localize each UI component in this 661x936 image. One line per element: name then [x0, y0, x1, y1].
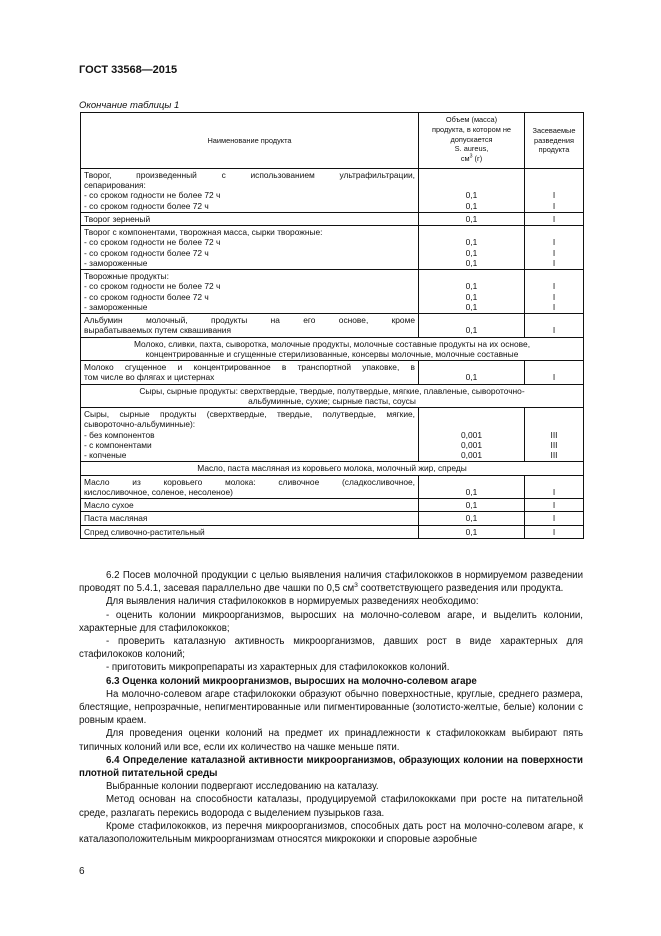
volume-cell	[419, 168, 525, 212]
product-name-cell	[81, 314, 419, 338]
dilution-cell	[525, 314, 584, 338]
product-name-line: Масло из коровьего молока: сливочное (сладкосливочное,	[84, 476, 415, 487]
table-section-row	[81, 384, 584, 408]
header-dilution-line: Засеваемые	[532, 125, 576, 135]
dilution-value: I	[552, 325, 556, 336]
volume-cell	[419, 314, 525, 338]
dilution-cell	[525, 475, 584, 499]
section-title-line: альбуминные, сухие; сырные пасты, соусы	[248, 395, 416, 406]
document-header: ГОСТ 33568—2015	[79, 64, 178, 76]
paragraph: Кроме стафилококков, из перечня микроорганизмов, способных дать рост на молочно-солевом агаре, к каталазоположительным микроорганизмам относятся микрококки и споровые аэробные	[79, 820, 583, 846]
section-title	[81, 462, 584, 475]
superscript: 3	[354, 581, 358, 589]
product-name-cell	[81, 512, 419, 525]
header-volume-line: допускается	[450, 134, 493, 144]
dilution-cell	[525, 270, 584, 314]
dilution-value: I	[552, 291, 556, 302]
volume-value: 0,1	[465, 526, 478, 537]
product-name-line: - копченые	[84, 450, 127, 461]
list-item: - оценить колонии микроорганизмов, выросших на молочно-солевом агаре, и выделить колонии, характерные для стафилококков;	[79, 609, 583, 634]
volume-value: 0,1	[465, 281, 478, 292]
volume-cell	[419, 499, 525, 512]
header-volume-line: продукта, в котором не	[431, 124, 512, 134]
product-name-line: - со сроком годности не более 72 ч	[84, 190, 221, 201]
table-section-row	[81, 462, 584, 475]
volume-value: 0,001	[461, 450, 482, 461]
dilution-value: I	[552, 513, 556, 524]
dilution-value: I	[552, 237, 556, 248]
product-name-cell	[81, 475, 419, 499]
header-volume-line: S. aureus,	[454, 144, 489, 154]
table-section-row	[81, 337, 584, 361]
header-dilution-line: продукта	[538, 145, 570, 155]
header-volume-unit: см	[460, 154, 470, 164]
header-volume-line	[421, 154, 522, 164]
dilution-value: I	[552, 200, 556, 211]
table-header-row	[81, 113, 584, 169]
list-item: - приготовить микропрепараты из характерных для стафилококков колоний.	[106, 662, 450, 674]
section-heading-6-4: 6.4 Определение каталазной активности микроорганизмов, образующих колонии на поверхности плотной питательной среды	[79, 754, 583, 780]
product-name-line: Спред сливочно-растительный	[84, 526, 205, 537]
dilution-value: I	[552, 247, 556, 258]
paragraph-text: 6.2 Посев молочной продукции с целью выявления наличия стафилококков в нормируемом разведении проводят по 5.4.1, засевая параллельно две чашки по 0,5 см	[79, 570, 583, 595]
product-name-line: сепарирования:	[84, 180, 146, 191]
dilution-cell	[525, 525, 584, 538]
product-name-cell	[81, 226, 419, 270]
volume-value: 0,1	[465, 513, 478, 524]
dilution-value: III	[550, 450, 558, 461]
volume-value: 0,1	[465, 190, 478, 201]
header-product-name: Наименование продукта	[81, 113, 419, 169]
product-name-line: Масло сухое	[84, 500, 134, 511]
table-row	[81, 270, 584, 314]
paragraph: Выбранные колонии подвергают исследованию на каталазу.	[106, 781, 379, 793]
volume-value: 0,1	[465, 237, 478, 248]
product-name-cell	[81, 525, 419, 538]
dilution-value: I	[552, 190, 556, 201]
header-dilution-line: разведения	[534, 135, 574, 145]
volume-cell	[419, 226, 525, 270]
data-table	[80, 112, 584, 539]
dilution-value: I	[552, 372, 556, 383]
product-name-cell	[81, 408, 419, 462]
product-name-line: Альбумин молочный, продукты на его основе, кроме	[84, 315, 415, 326]
product-name-line: - с компонентами	[84, 439, 152, 450]
product-name-line: Творог зерненый	[84, 213, 151, 224]
header-volume	[419, 113, 525, 169]
product-name-line: Молоко сгущенное и концентрированное в транспортной упаковке, в	[84, 362, 415, 373]
section-title-line: Сыры, сырные продукты: сверхтвердые, твердые, полутвердые, мягкие, плавленые, сывороточно-	[139, 385, 525, 396]
product-name-line: Творог с компонентами, творожная масса, сырки творожные:	[84, 227, 323, 238]
volume-value: 0,1	[465, 247, 478, 258]
dilution-cell	[525, 168, 584, 212]
section-title	[81, 384, 584, 408]
product-name-cell	[81, 270, 419, 314]
product-name-cell	[81, 499, 419, 512]
product-name-line: Паста масляная	[84, 513, 148, 524]
dilution-value: I	[552, 257, 556, 268]
product-name-line: вырабатываемых путем сквашивания	[84, 325, 231, 336]
header-volume-unit-tail: (г)	[472, 154, 483, 164]
product-name-line: - замороженные	[84, 257, 148, 268]
volume-value: 0,001	[461, 429, 482, 440]
dilution-cell	[525, 499, 584, 512]
dilution-value: I	[552, 301, 556, 312]
table-caption: Окончание таблицы 1	[79, 100, 180, 111]
volume-value: 0,1	[465, 372, 478, 383]
product-name-line: - со сроком годности более 72 ч	[84, 247, 209, 258]
product-name-cell	[81, 168, 419, 212]
volume-value: 0,1	[465, 257, 478, 268]
body-text	[79, 569, 583, 846]
header-volume-unit-sup: 3	[469, 153, 473, 160]
section-heading-6-3: 6.3 Оценка колоний микроорганизмов, выросших на молочно-солевом агаре	[106, 675, 477, 687]
dilution-value: I	[552, 213, 556, 224]
volume-cell	[419, 408, 525, 462]
product-name-line: - со сроком годности не более 72 ч	[84, 281, 221, 292]
volume-cell	[419, 270, 525, 314]
paragraph-6-2	[79, 569, 583, 595]
product-name-line: том числе во флягах и цистернах	[84, 372, 215, 383]
product-name-line: Творог, произведенный с использованием ультрафильтрации,	[84, 169, 415, 180]
table-row	[81, 525, 584, 538]
dilution-value: I	[552, 500, 556, 511]
section-title-line: Молоко, сливки, пахта, сыворотка, молочные продукты, молочные составные продукты на их основе,	[133, 338, 531, 349]
table-row	[81, 512, 584, 525]
table-row	[81, 499, 584, 512]
dilution-value: III	[550, 429, 558, 440]
dilution-cell	[525, 408, 584, 462]
product-name-line: - со сроком годности не более 72 ч	[84, 237, 221, 248]
product-name-cell	[81, 212, 419, 225]
product-name-line: сывороточно-альбуминные):	[84, 419, 196, 430]
table-row	[81, 314, 584, 338]
dilution-value: III	[550, 439, 558, 450]
dilution-cell	[525, 512, 584, 525]
product-name-line: Сыры, сырные продукты (сверхтвердые, твердые, полутвердые, мягкие,	[84, 409, 415, 420]
dilution-value: I	[552, 281, 556, 292]
volume-cell	[419, 475, 525, 499]
product-name-line: - без компонентов	[84, 429, 155, 440]
volume-value: 0,1	[465, 200, 478, 211]
page-number: 6	[79, 866, 85, 877]
volume-value: 0,1	[465, 213, 478, 224]
table-row	[81, 226, 584, 270]
product-name-line: - замороженные	[84, 301, 148, 312]
product-name-line: кислосливочное, соленое, несоленое)	[84, 486, 233, 497]
dilution-cell	[525, 212, 584, 225]
volume-value: 0,1	[465, 301, 478, 312]
volume-value: 0,1	[465, 325, 478, 336]
paragraph: Для выявления наличия стафилококков в нормируемых разведениях необходимо:	[106, 596, 479, 608]
product-name-line: - со сроком годности более 72 ч	[84, 200, 209, 211]
volume-value: 0,001	[461, 439, 482, 450]
volume-value: 0,1	[465, 291, 478, 302]
volume-value: 0,1	[465, 500, 478, 511]
table-row	[81, 408, 584, 462]
dilution-value: I	[552, 526, 556, 537]
header-dilution	[525, 113, 584, 169]
product-name-cell	[81, 361, 419, 385]
table-row	[81, 212, 584, 225]
volume-cell	[419, 361, 525, 385]
table-row	[81, 361, 584, 385]
dilution-value: I	[552, 486, 556, 497]
volume-cell	[419, 212, 525, 225]
volume-cell	[419, 525, 525, 538]
product-name-line: Творожные продукты:	[84, 271, 169, 282]
paragraph: На молочно-солевом агаре стафилококки образуют обычно поверхностные, круглые, среднего размера, блестящие, непрозрачные, непигментированные или пигментированные (золотисто-желтые, белые) колонии с ровным краем.	[79, 688, 583, 727]
table-row	[81, 168, 584, 212]
dilution-cell	[525, 361, 584, 385]
list-item: - проверить каталазную активность микроорганизмов, давших рост в виде характерных для стафилококов колоний;	[79, 636, 583, 661]
table-row	[81, 475, 584, 499]
volume-cell	[419, 512, 525, 525]
paragraph: Метод основан на способности каталазы, продуцируемой стафилококками при росте на питательной среде, разлагать перекись водорода с выделением пузырьков газа.	[79, 794, 583, 819]
volume-value: 0,1	[465, 486, 478, 497]
dilution-cell	[525, 226, 584, 270]
section-title-line: Масло, паста масляная из коровьего молока, молочный жир, спреды	[197, 463, 467, 474]
product-name-line: - со сроком годности более 72 ч	[84, 291, 209, 302]
section-title	[81, 337, 584, 361]
paragraph: Для проведения оценки колоний на предмет их принадлежности к стафилококкам выбирают пять типичных колоний или все, если их количество на чашке меньше пяти.	[79, 728, 583, 753]
section-title-line: концентрированные и сгущенные стерилизованные, консервы молочные, молочные составные	[145, 348, 519, 359]
header-volume-line: Объем (масса)	[445, 115, 498, 124]
paragraph-text: соответствующего разведения или продукта.	[357, 583, 564, 595]
